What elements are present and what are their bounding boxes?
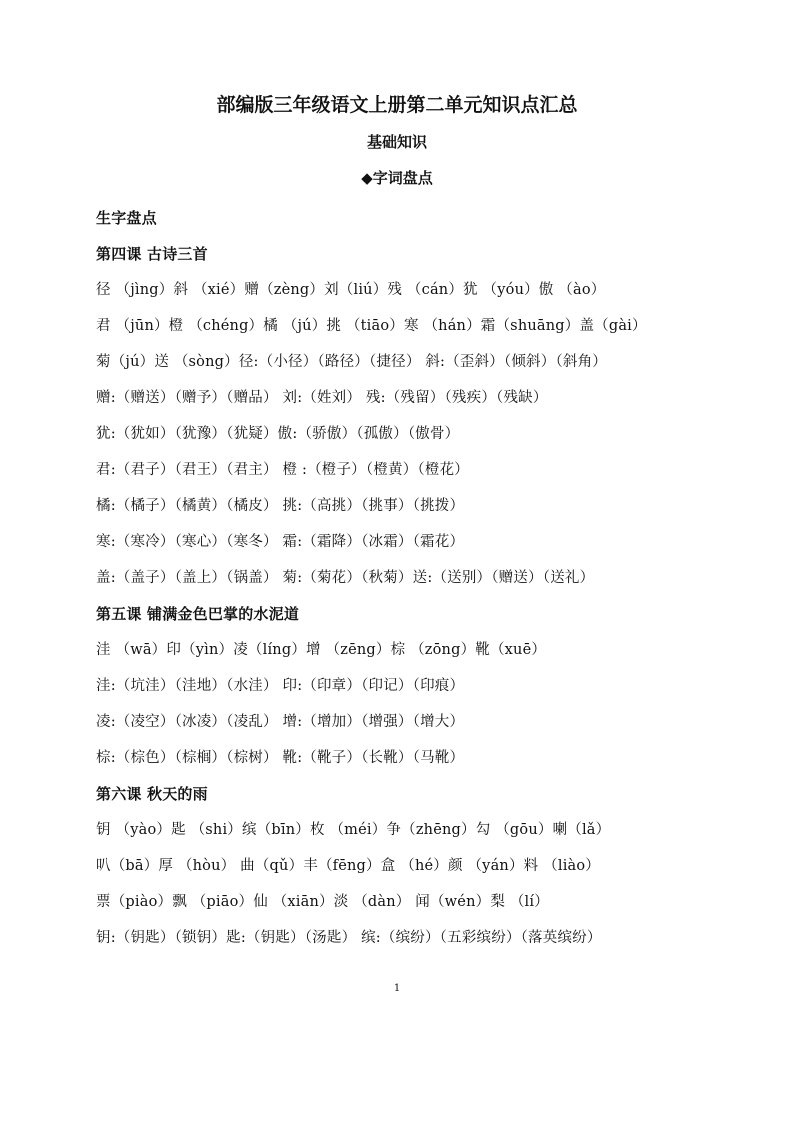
text-line-15: 凌:（凌空）（冰凌）（凌乱） 增:（增加）（增强）（增大） bbox=[96, 714, 465, 730]
text-line-12: 第五课 铺满金色巴掌的水泥道 bbox=[96, 605, 300, 623]
text-line-14: 洼:（坑洼）（洼地）（水洼） 印:（印章）（印记）（印痕） bbox=[96, 678, 465, 694]
text-line-10: 寒:（寒冷）（寒心）（寒冬） 霜:（霜降）（冰霜）（霜花） bbox=[96, 534, 465, 550]
text-line-18: 钥 （yào）匙 （shi）缤（bīn）枚 （méi）争（zhēng）勾 （gōu）喇（lǎ） bbox=[96, 822, 611, 838]
text-line-2: 第四课 古诗三首 bbox=[96, 245, 208, 263]
document-title: 部编版三年级语文上册第二单元知识点汇总 bbox=[216, 94, 578, 116]
text-line-17: 第六课 秋天的雨 bbox=[96, 785, 208, 803]
text-line-7: 犹:（犹如）（犹豫）（犹疑）傲:（骄傲）（孤傲）（傲骨） bbox=[96, 426, 460, 442]
text-line-16: 棕:（棕色）（棕榈）（棕树） 靴:（靴子）（长靴）（马靴） bbox=[96, 750, 465, 766]
text-line-11: 盖:（盖子）（盖上）（锅盖） 菊:（菊花）（秋菊）送:（送别）（赠送）（送礼） bbox=[96, 570, 595, 586]
text-line-13: 洼 （wā）印（yìn）凌（líng）增 （zēng）棕 （zōng）靴（xuē） bbox=[96, 642, 547, 658]
section-heading: ◆字词盘点 bbox=[361, 169, 433, 187]
text-line-1: 生字盘点 bbox=[96, 209, 157, 227]
text-line-21: 钥:（钥匙）（锁钥）匙:（钥匙）（汤匙） 缤:（缤纷）（五彩缤纷）（落英缤纷） bbox=[96, 930, 602, 946]
page-number: 1 bbox=[393, 983, 401, 994]
text-line-6: 赠:（赠送）（赠予）（赠品） 刘:（姓刘） 残:（残留）（残疾）（残缺） bbox=[96, 390, 548, 406]
text-line-3: 径 （jìng）斜 （xié）赠（zèng）刘（liú）残 （cán）犹 （yóu）傲 （ào） bbox=[96, 282, 606, 298]
text-line-19: 叭（bā）厚 （hòu） 曲（qǔ）丰（fēng）盒 （hé）颜 （yán）料 （liào） bbox=[96, 858, 601, 874]
document-subtitle: 基础知识 bbox=[366, 133, 427, 151]
document-body bbox=[96, 200, 756, 956]
text-line-8: 君:（君子）（君王）（君主） 橙 :（橙子）（橙黄）（橙花） bbox=[96, 462, 469, 478]
text-line-4: 君 （jūn）橙 （chéng）橘 （jú）挑 （tiāo）寒 （hán）霜（shuāng）盖（gài） bbox=[96, 318, 647, 334]
text-line-20: 票（piào）飘 （piāo）仙 （xiān）淡 （dàn） 闻（wén）梨 （lí） bbox=[96, 894, 549, 910]
text-line-5: 菊（jú）送 （sòng）径:（小径）（路径）（捷径） 斜:（歪斜）（倾斜）（斜角） bbox=[96, 354, 608, 370]
text-line-9: 橘:（橘子）（橘黄）（橘皮） 挑:（高挑）（挑事）（挑拨） bbox=[96, 498, 465, 514]
